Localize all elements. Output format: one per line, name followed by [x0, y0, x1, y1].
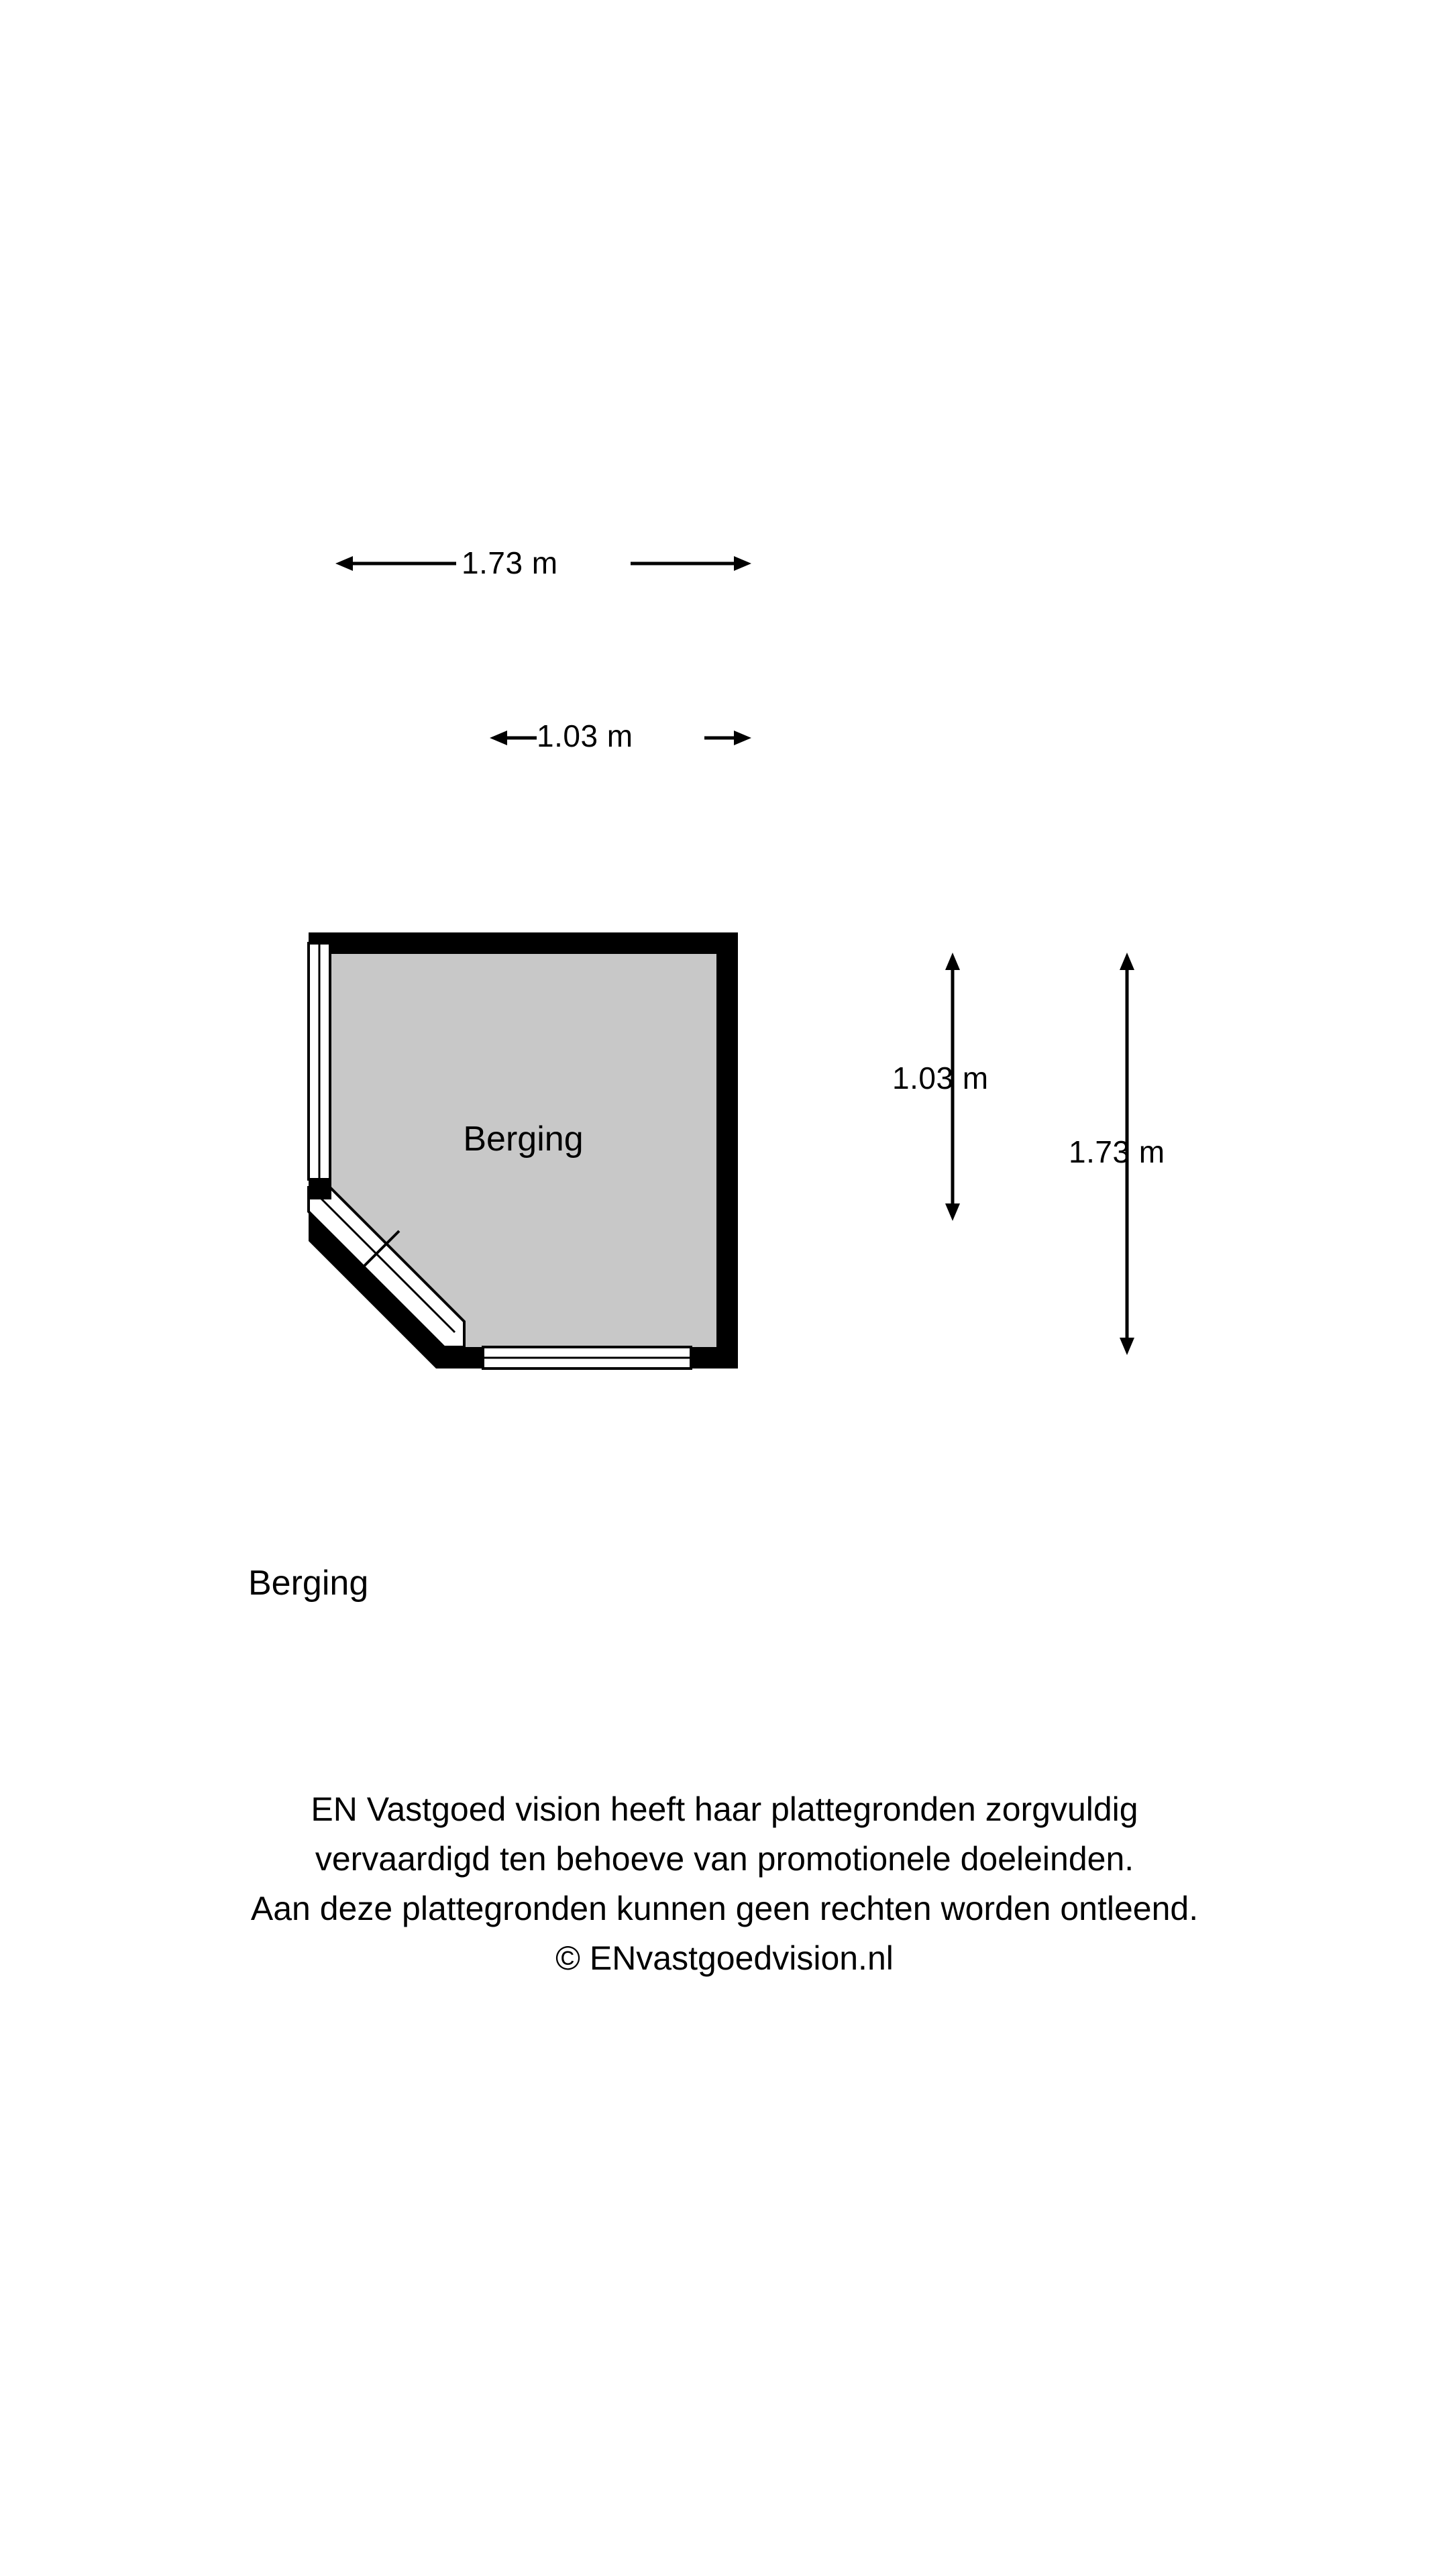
- dimension-label-right-outer: 1.73 m: [1069, 1134, 1165, 1169]
- wall-joint-bottom-left: [436, 1347, 483, 1368]
- dimension-label-right-inner: 1.03 m: [892, 1061, 989, 1095]
- plan-title: Berging: [248, 1564, 369, 1603]
- wall-joint-bottom-right: [691, 1347, 738, 1368]
- dimension-label-top-outer: 1.73 m: [462, 545, 558, 580]
- disclaimer-line-1: EN Vastgoed vision heeft haar plattegronden zorgvuldig: [311, 1790, 1138, 1828]
- window-left: [309, 943, 330, 1179]
- disclaimer-line-2: vervaardigd ten behoeve van promotionele doeleinden.: [315, 1840, 1134, 1878]
- disclaimer-block: [0, 1784, 1449, 1983]
- disclaimer-line-3: Aan deze plattegronden kunnen geen rechten worden ontleend.: [250, 1890, 1199, 1927]
- window-bottom: [483, 1347, 691, 1368]
- room-label-text: Berging: [463, 1120, 584, 1159]
- wall-joint-left: [309, 1179, 331, 1199]
- floorplan-shape: [288, 919, 798, 1389]
- dimension-label-top-inner: 1.03 m: [537, 718, 633, 753]
- disclaimer-line-4: © ENvastgoedvision.nl: [555, 1939, 894, 1977]
